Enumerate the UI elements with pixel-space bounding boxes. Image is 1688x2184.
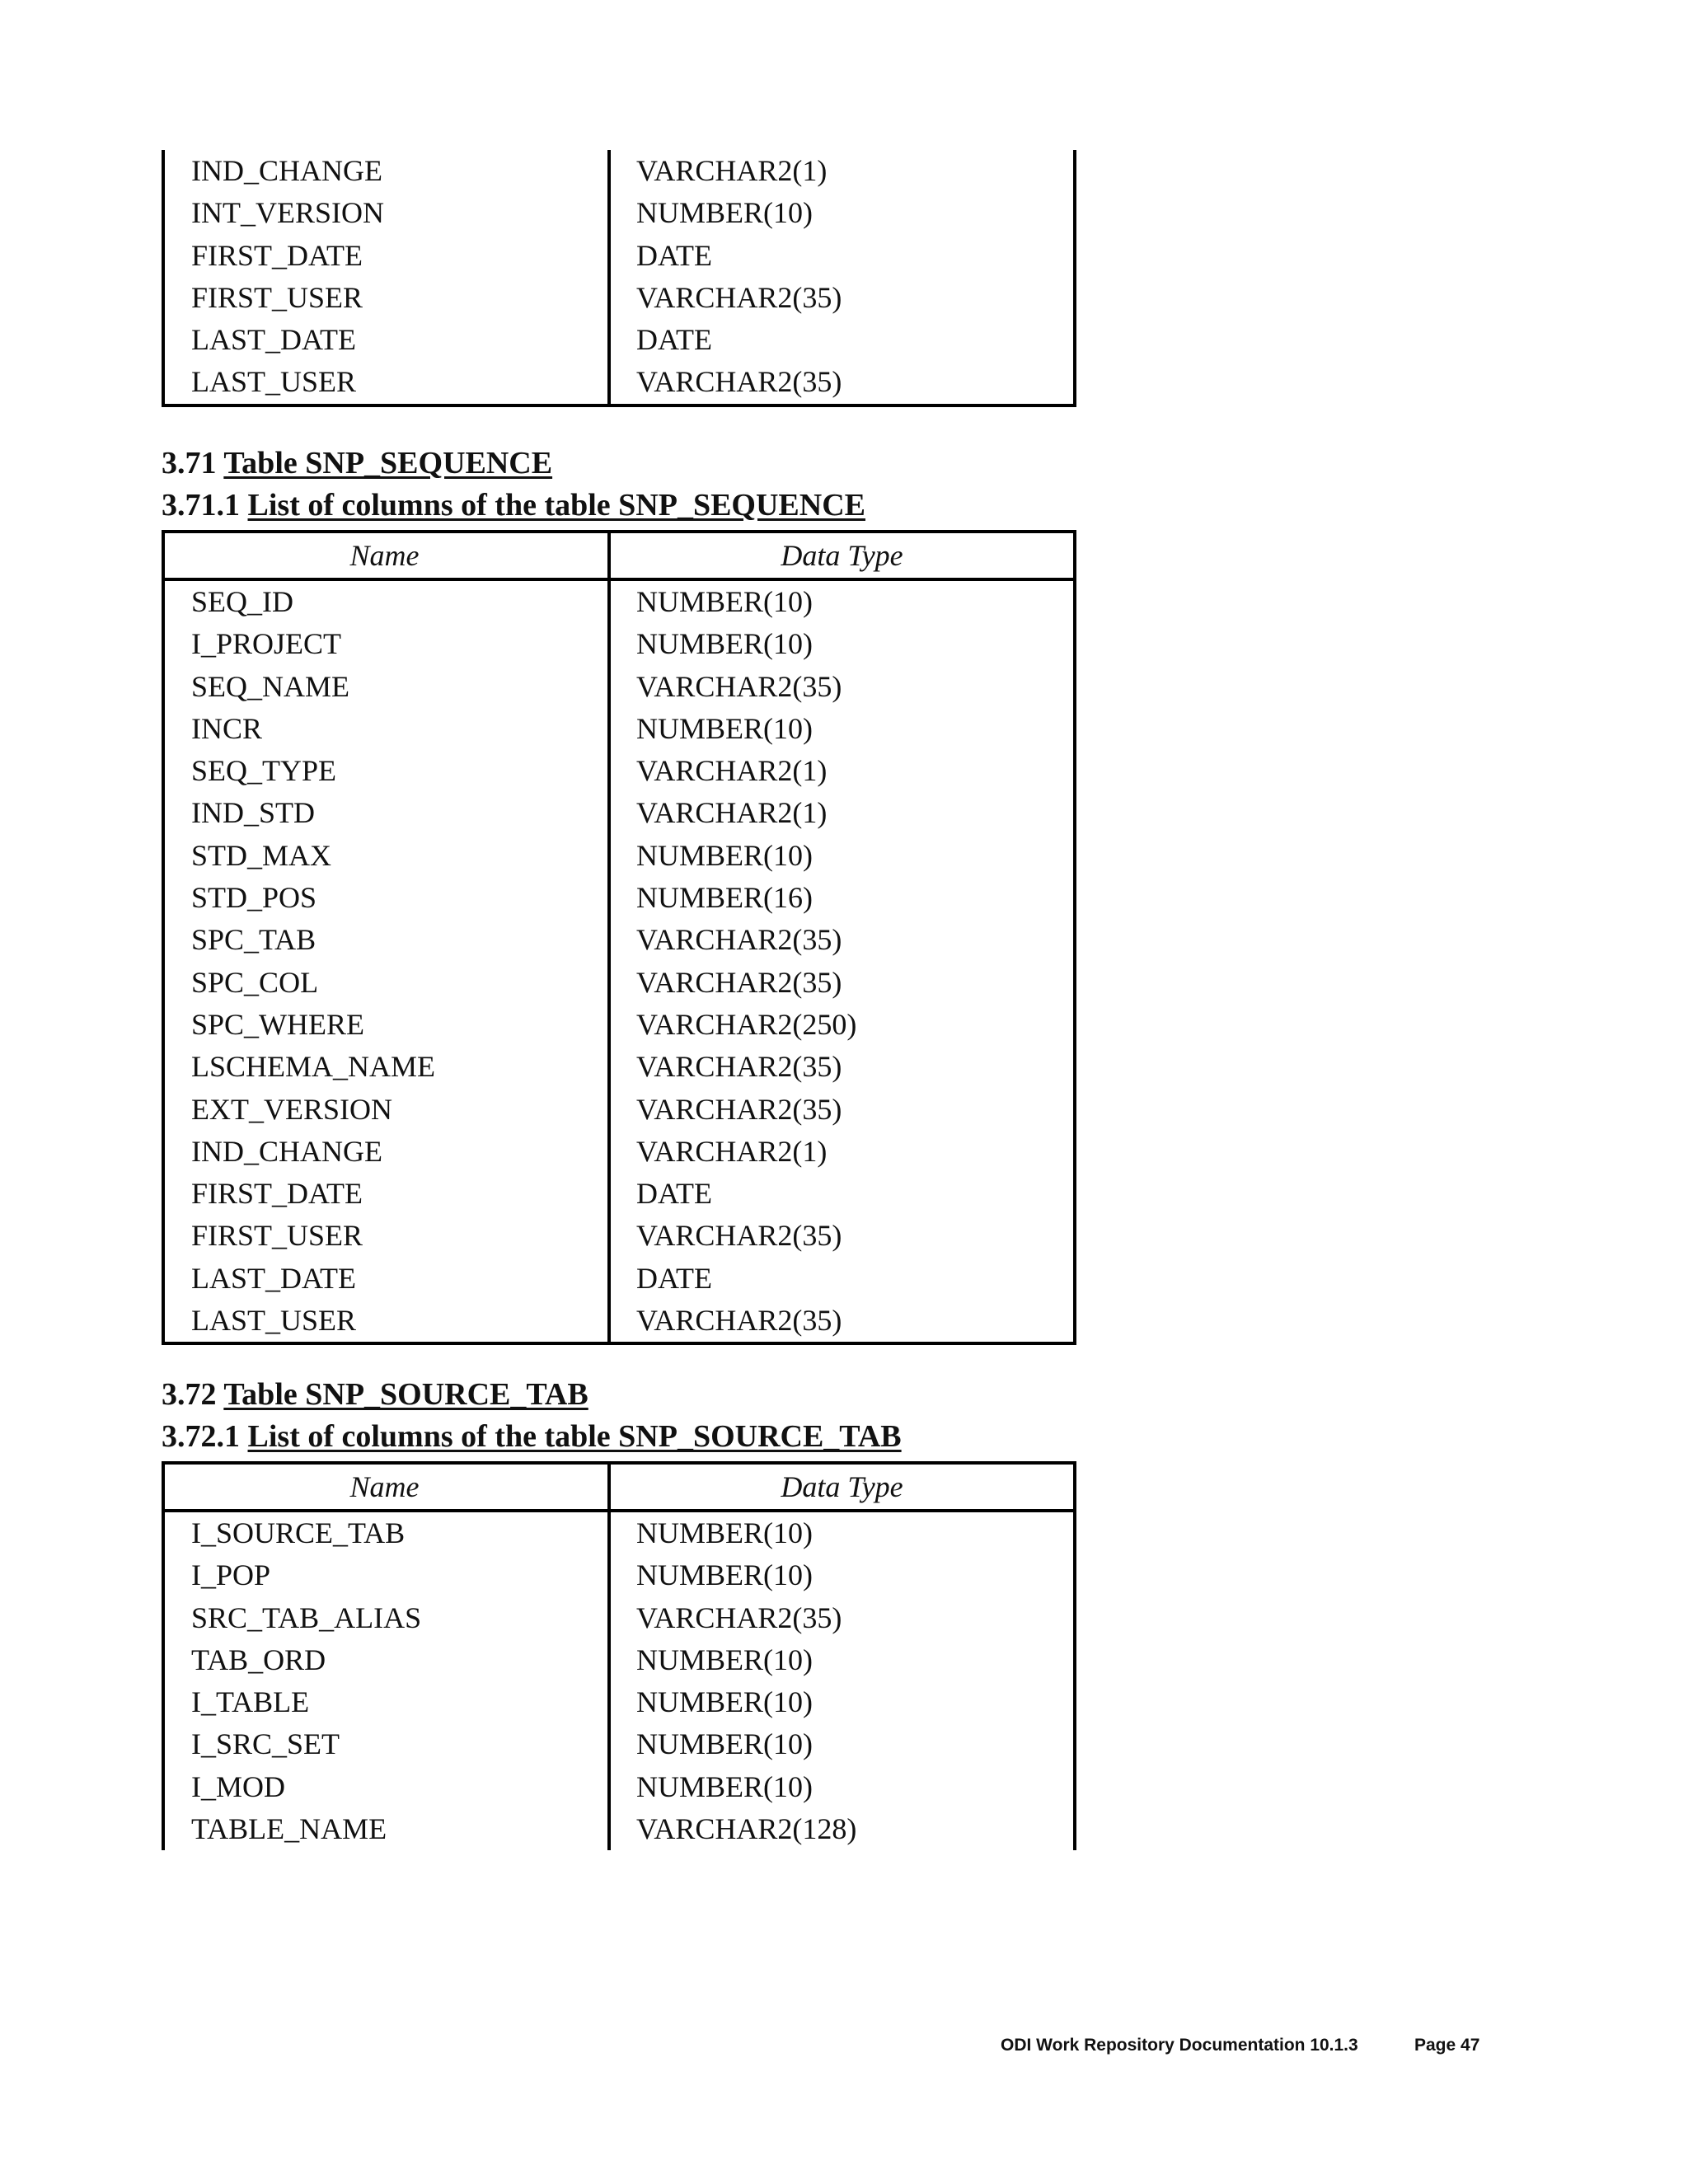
- table-row: [162, 877, 1076, 919]
- column-name-cell: I_PROJECT: [191, 627, 342, 661]
- table-bottom-border: [162, 1342, 1076, 1345]
- column-name-cell: FIRST_DATE: [191, 1177, 363, 1211]
- column-name-cell: TABLE_NAME: [191, 1812, 387, 1846]
- column-name-cell: SEQ_ID: [191, 585, 293, 618]
- column-name-cell: IND_CHANGE: [191, 1134, 382, 1168]
- table-row: [162, 708, 1076, 750]
- table-row: [162, 1215, 1076, 1257]
- column-name-cell: I_POP: [191, 1558, 271, 1592]
- data-type-cell: VARCHAR2(35): [636, 280, 842, 314]
- table-row: [162, 277, 1076, 319]
- table-row: [162, 1131, 1076, 1173]
- table-row: [162, 1766, 1076, 1808]
- column-name-cell: LAST_USER: [191, 1304, 357, 1338]
- column-name-cell: INT_VERSION: [191, 196, 384, 230]
- section-title: Table SNP_SOURCE_TAB: [223, 1377, 588, 1412]
- table-bottom-border: [162, 404, 1076, 407]
- table-row: [162, 1808, 1076, 1850]
- section-heading-3-72: [162, 1376, 588, 1413]
- table-row: [162, 235, 1076, 277]
- column-name-cell: SPC_COL: [191, 965, 319, 999]
- header-name: Name: [349, 1470, 420, 1503]
- column-name-cell: SEQ_TYPE: [191, 754, 337, 788]
- table-row: [162, 792, 1076, 834]
- column-name-cell: FIRST_USER: [191, 1219, 363, 1253]
- subsection-title: List of columns of the table SNP_SEQUENCE: [247, 488, 865, 523]
- data-type-cell: VARCHAR2(35): [636, 1050, 842, 1084]
- table-body: [162, 150, 1076, 404]
- column-name-cell: STD_MAX: [191, 838, 332, 872]
- table-row: [162, 750, 1076, 792]
- table-body: [162, 581, 1076, 1342]
- column-name-cell: SPC_WHERE: [191, 1007, 365, 1041]
- column-name-cell: LSCHEMA_NAME: [191, 1050, 436, 1084]
- snp-sequence-columns-table: [162, 530, 1076, 1345]
- table-body: [162, 1512, 1076, 1850]
- data-type-cell: NUMBER(10): [636, 585, 813, 618]
- footer-page-number: Page 47: [1414, 2036, 1480, 2055]
- subsection-heading-3-71-1: [162, 487, 865, 523]
- data-type-cell: NUMBER(10): [636, 1516, 813, 1549]
- data-type-cell: VARCHAR2(35): [636, 1601, 842, 1634]
- table-header-row: [162, 1465, 1076, 1509]
- data-type-cell: VARCHAR2(35): [636, 1219, 842, 1253]
- data-type-cell: VARCHAR2(35): [636, 1304, 842, 1338]
- column-name-cell: LAST_DATE: [191, 323, 356, 357]
- section-number: 3.72: [162, 1377, 217, 1412]
- table-row: [162, 835, 1076, 877]
- column-name-cell: SPC_TAB: [191, 923, 316, 957]
- header-data-type: Data Type: [781, 1470, 903, 1503]
- header-name: Name: [349, 539, 420, 572]
- data-type-cell: VARCHAR2(1): [636, 796, 828, 830]
- table-header-row: [162, 533, 1076, 578]
- table-row: [162, 1597, 1076, 1639]
- table-row: [162, 1089, 1076, 1131]
- data-type-cell: VARCHAR2(35): [636, 923, 842, 957]
- column-name-cell: TAB_ORD: [191, 1643, 326, 1676]
- table-row: [162, 623, 1076, 665]
- table-row: [162, 919, 1076, 961]
- column-name-cell: INCR: [191, 711, 263, 745]
- data-type-cell: VARCHAR2(35): [636, 965, 842, 999]
- table-row: [162, 1300, 1076, 1342]
- table-row: [162, 1004, 1076, 1046]
- subsection-title: List of columns of the table SNP_SOURCE_TAB: [247, 1419, 902, 1454]
- data-type-cell: NUMBER(10): [636, 1685, 813, 1719]
- column-name-cell: FIRST_USER: [191, 280, 363, 314]
- table-row: [162, 150, 1076, 192]
- subsection-number: 3.72.1: [162, 1419, 240, 1454]
- data-type-cell: NUMBER(10): [636, 196, 813, 230]
- table-row: [162, 1046, 1076, 1088]
- table-row: [162, 962, 1076, 1004]
- data-type-cell: DATE: [636, 1261, 712, 1295]
- data-type-cell: VARCHAR2(35): [636, 669, 842, 703]
- column-name-cell: STD_POS: [191, 881, 317, 915]
- table-row: [162, 1723, 1076, 1765]
- column-name-cell: I_SOURCE_TAB: [191, 1516, 406, 1549]
- data-type-cell: VARCHAR2(250): [636, 1007, 857, 1041]
- column-name-cell: I_SRC_SET: [191, 1727, 340, 1761]
- column-name-cell: SEQ_NAME: [191, 669, 350, 703]
- data-type-cell: NUMBER(10): [636, 1769, 813, 1803]
- table-row: [162, 1173, 1076, 1215]
- column-name-cell: I_MOD: [191, 1769, 285, 1803]
- column-name-cell: FIRST_DATE: [191, 238, 363, 272]
- column-name-cell: IND_CHANGE: [191, 154, 382, 187]
- data-type-cell: VARCHAR2(128): [636, 1812, 857, 1846]
- column-name-cell: I_TABLE: [191, 1685, 310, 1719]
- table-row: [162, 1639, 1076, 1681]
- column-name-cell: IND_STD: [191, 796, 315, 830]
- column-name-cell: SRC_TAB_ALIAS: [191, 1601, 422, 1634]
- data-type-cell: NUMBER(10): [636, 711, 813, 745]
- table-row: [162, 666, 1076, 708]
- data-type-cell: NUMBER(10): [636, 1727, 813, 1761]
- data-type-cell: VARCHAR2(35): [636, 365, 842, 399]
- section-title: Table SNP_SEQUENCE: [223, 446, 553, 480]
- column-name-cell: LAST_USER: [191, 365, 357, 399]
- data-type-cell: DATE: [636, 1177, 712, 1211]
- continued-columns-table: [162, 150, 1076, 407]
- table-row: [162, 319, 1076, 361]
- table-row: [162, 192, 1076, 234]
- table-row: [162, 1258, 1076, 1300]
- table-row: [162, 1681, 1076, 1723]
- data-type-cell: VARCHAR2(35): [636, 1092, 842, 1126]
- data-type-cell: DATE: [636, 323, 712, 357]
- data-type-cell: NUMBER(10): [636, 1558, 813, 1592]
- column-name-cell: LAST_DATE: [191, 1261, 356, 1295]
- subsection-number: 3.71.1: [162, 488, 240, 523]
- snp-source-tab-columns-table: [162, 1461, 1076, 1850]
- subsection-heading-3-72-1: [162, 1418, 902, 1455]
- section-heading-3-71: [162, 445, 552, 481]
- table-row: [162, 581, 1076, 623]
- column-name-cell: EXT_VERSION: [191, 1092, 392, 1126]
- data-type-cell: DATE: [636, 238, 712, 272]
- table-row: [162, 1554, 1076, 1596]
- header-data-type: Data Type: [781, 539, 903, 572]
- table-row: [162, 361, 1076, 403]
- data-type-cell: VARCHAR2(1): [636, 1134, 828, 1168]
- data-type-cell: VARCHAR2(1): [636, 154, 828, 187]
- data-type-cell: NUMBER(10): [636, 1643, 813, 1676]
- footer-doc-title: ODI Work Repository Documentation 10.1.3: [1001, 2036, 1358, 2055]
- data-type-cell: VARCHAR2(1): [636, 754, 828, 788]
- data-type-cell: NUMBER(10): [636, 627, 813, 661]
- table-row: [162, 1512, 1076, 1554]
- data-type-cell: NUMBER(10): [636, 838, 813, 872]
- section-number: 3.71: [162, 446, 217, 480]
- data-type-cell: NUMBER(16): [636, 881, 813, 915]
